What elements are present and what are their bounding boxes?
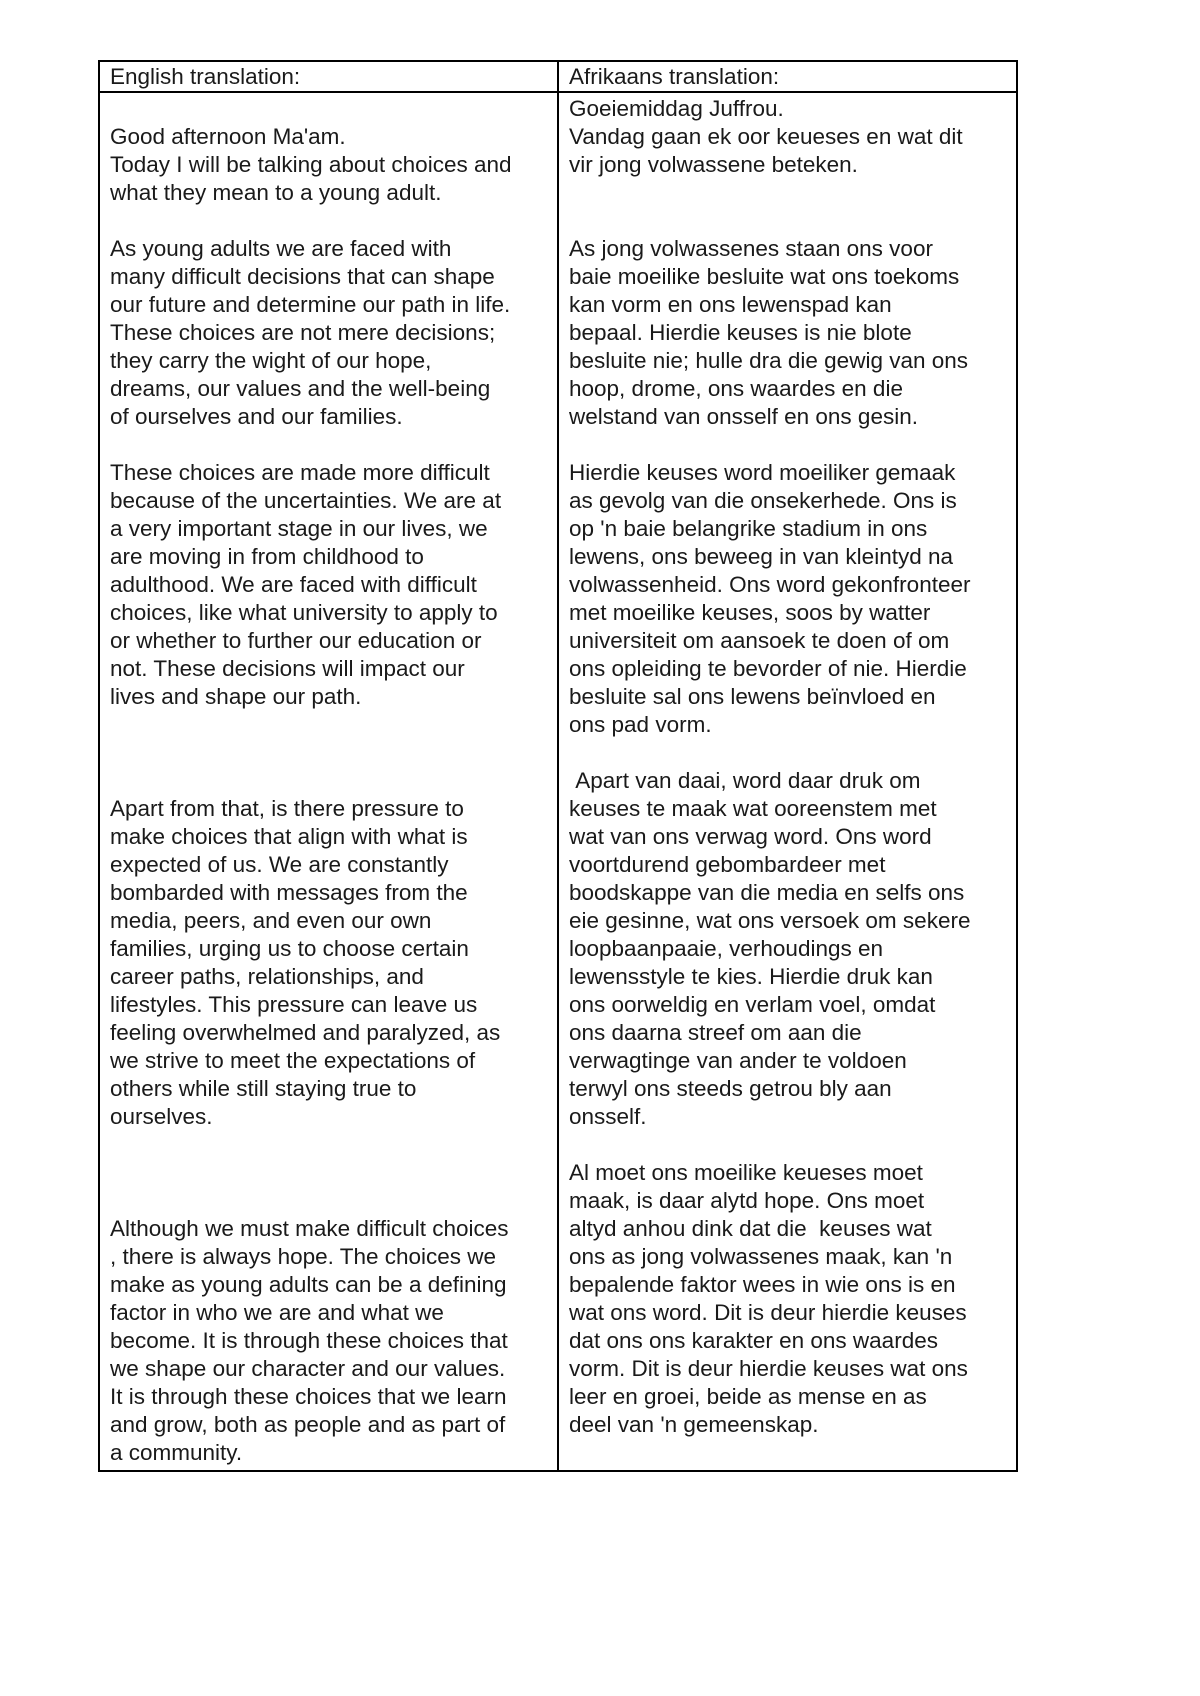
english-column	[99, 92, 558, 1471]
english-paragraph-4: Apart from that, is there pressure to make choices that align with what is expected of us. We are constantly bombarded with messages from the media, peers, and even our own families, urging us to choose certain career paths, relationships, and lifestyles. This pressure can leave us feeling overwhelmed and paralyzed, as we strive to meet the expectations of others while still staying true to ourselves.	[110, 796, 501, 1129]
english-paragraph-5: Although we must make difficult choices , there is always hope. The choices we make as young adults can be a defining factor in who we are and what we become. It is through these choices that we shape our character and our values. It is through these choices that we learn and grow, both as people and as part of a community.	[110, 1216, 509, 1465]
table-body-row	[99, 92, 1017, 1471]
afrikaans-paragraph-5: Al moet ons moeilike keueses moet maak, is daar alytd hope. Ons moet altyd anhou dink dat die keuses wat ons as jong volwassenes maak, kan 'n bepalende faktor wees in wie ons is en wat ons word. Dit is deur hierdie keuses dat ons ons karakter en ons waardes vorm. Dit is deur hierdie keuses wat ons leer en groei, beide as mense en as deel van 'n gemeenskap.	[569, 1160, 968, 1437]
afrikaans-column	[558, 92, 1017, 1471]
afrikaans-greeting: Goeiemiddag Juffrou.	[569, 96, 784, 121]
english-paragraph-2: As young adults we are faced with many difficult decisions that can shape our future and determine our path in life. These choices are not mere decisions; they carry the wight of our hope, dreams, our values and the well-being of ourselves and our families.	[110, 236, 511, 429]
english-header: English translation:	[99, 61, 558, 92]
afrikaans-paragraph-2: As jong volwassenes staan ons voor baie moeilike besluite wat ons toekoms kan vorm en ons lewenspad kan bepaal. Hierdie keuses is nie blote besluite nie; hulle dra die gewig van ons hoop, drome, ons waardes en die welstand van onsself en ons gesin.	[569, 236, 969, 429]
table-header-row	[99, 61, 1017, 92]
translation-table	[98, 60, 1018, 1472]
afrikaans-paragraph-intro: Vandag gaan ek oor keueses en wat dit vir jong volwassene beteken.	[569, 124, 963, 177]
english-paragraph-intro: Today I will be talking about choices and what they mean to a young adult.	[110, 152, 512, 205]
afrikaans-paragraph-4: Apart van daai, word daar druk om keuses te maak wat ooreenstem met wat van ons verwag word. Ons word voortdurend gebombardeer met boodskappe van die media en selfs ons eie gesinne, wat ons versoek om sekere loopbaanpaaie, verhoudings en lewensstyle te kies. Hierdie druk kan ons oorweldig en verlam voel, omdat ons daarna streef om aan die verwagtinge van ander te voldoen terwyl ons steeds getrou bly aan onsself.	[569, 768, 971, 1129]
english-greeting: Good afternoon Ma'am.	[110, 124, 346, 149]
english-paragraph-3: These choices are made more difficult because of the uncertainties. We are at a very important stage in our lives, we are moving in from childhood to adulthood. We are faced with difficult choices, like what university to apply to or whether to further our education or not. These decisions will impact our lives and shape our path.	[110, 460, 502, 709]
afrikaans-header: Afrikaans translation:	[558, 61, 1017, 92]
afrikaans-paragraph-3: Hierdie keuses word moeiliker gemaak as gevolg van die onsekerhede. Ons is op 'n baie belangrike stadium in ons lewens, ons beweeg in van kleintyd na volwassenheid. Ons word gekonfronteer met moeilike keuses, soos by watter universiteit om aansoek te doen of om ons opleiding te bevorder of nie. Hierdie besluite sal ons lewens beïnvloed en ons pad vorm.	[569, 460, 971, 737]
